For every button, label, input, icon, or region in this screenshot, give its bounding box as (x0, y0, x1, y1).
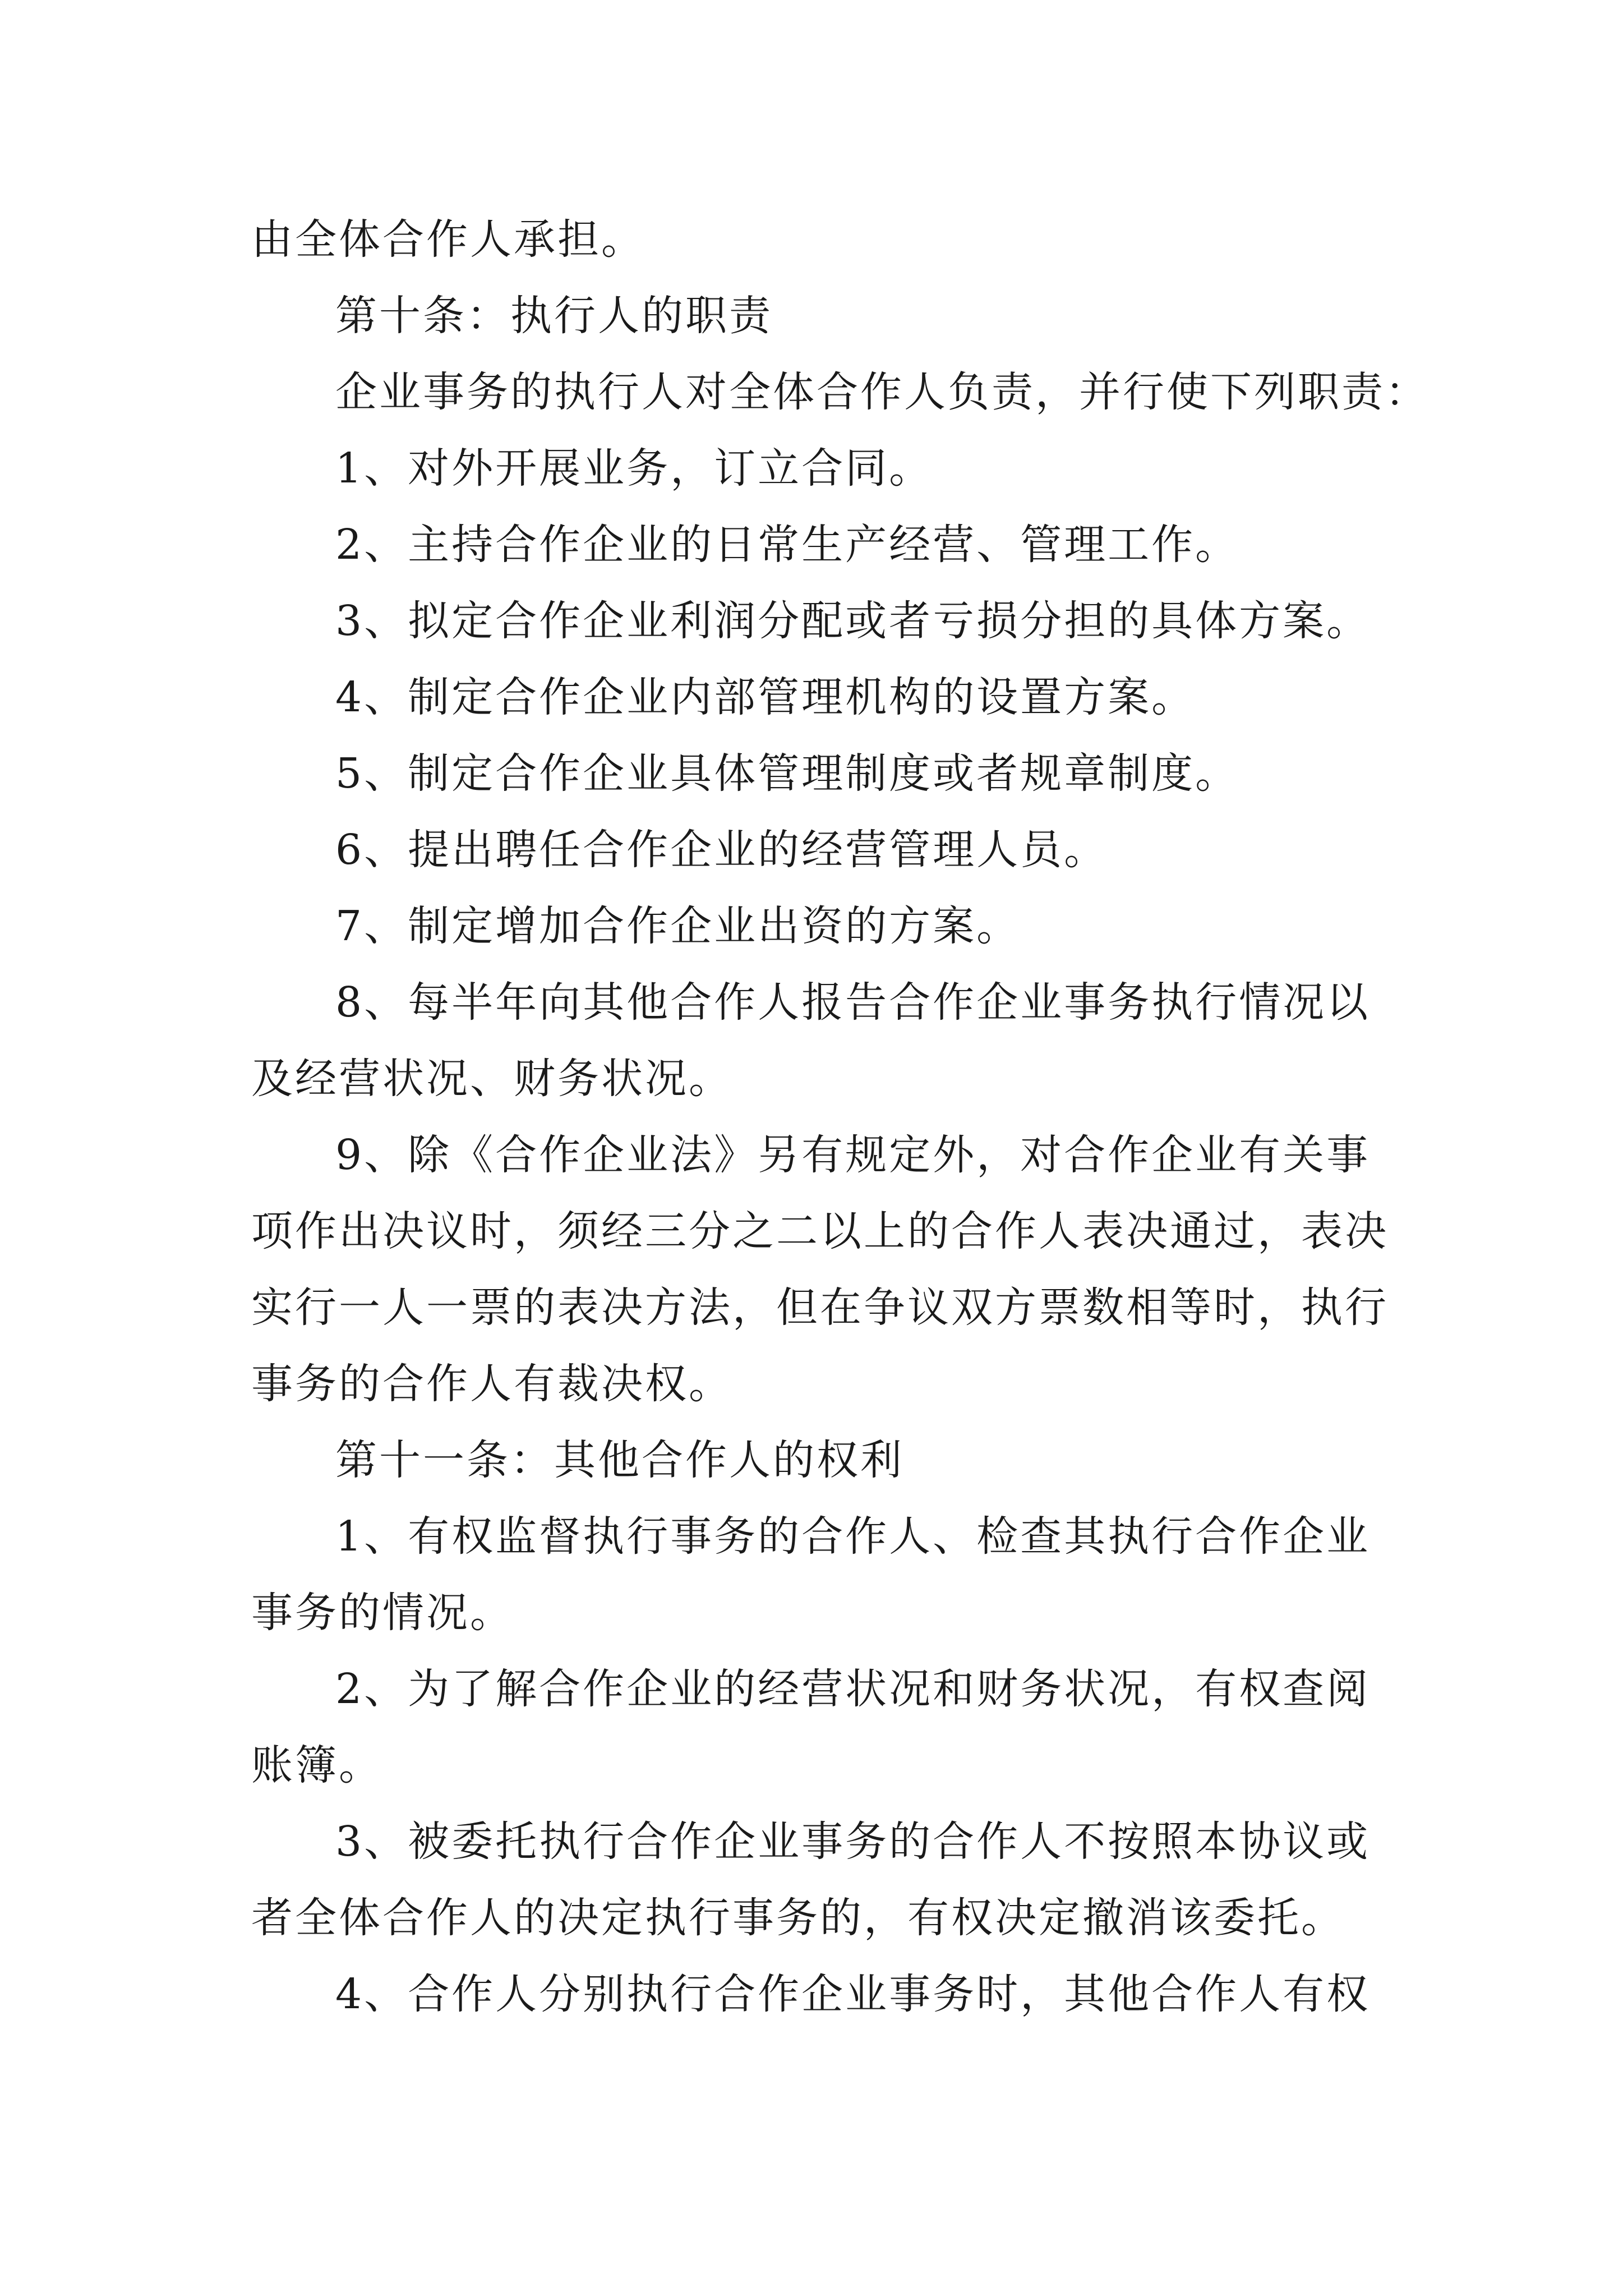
list-item: 5、制定合作企业具体管理制度或者规章制度。 (335, 749, 1239, 798)
paragraph-line: 项作出决议时，须经三分之二以上的合作人表决通过，表决 (251, 1207, 1389, 1255)
list-item: 9、除《合作企业法》另有规定外，对合作企业有关事 (335, 1131, 1371, 1179)
list-item: 1、对外开展业务，订立合同。 (335, 444, 933, 493)
list-item: 3、拟定合作企业利润分配或者亏损分担的具体方案。 (335, 597, 1371, 645)
list-item: 4、制定合作企业内部管理机构的设置方案。 (335, 673, 1196, 721)
list-item: 7、制定增加合作企业出资的方案。 (335, 902, 1021, 950)
paragraph-line: 事务的情况。 (251, 1589, 514, 1637)
list-item: 1、有权监督执行事务的合作人、检查其执行合作企业 (335, 1512, 1371, 1561)
paragraph-line: 账簿。 (251, 1741, 382, 1789)
list-item: 6、提出聘任合作企业的经营管理人员。 (335, 826, 1108, 874)
paragraph-line: 由全体合作人承担。 (251, 215, 645, 264)
list-item: 2、主持合作企业的日常生产经营、管理工作。 (335, 521, 1239, 569)
paragraph-line: 事务的合作人有裁决权。 (251, 1360, 732, 1408)
paragraph-line: 及经营状况、财务状况。 (251, 1055, 732, 1103)
section-heading: 第十条：执行人的职责 (335, 292, 773, 340)
list-item: 3、被委托执行合作企业事务的合作人不按照本协议或 (335, 1818, 1371, 1866)
list-item: 2、为了解合作企业的经营状况和财务状况，有权查阅 (335, 1665, 1371, 1713)
paragraph-line: 企业事务的执行人对全体合作人负责，并行使下列职责： (335, 368, 1429, 416)
list-item: 8、每半年向其他合作人报告合作企业事务执行情况以 (335, 978, 1371, 1027)
paragraph-line: 者全体合作人的决定执行事务的，有权决定撤消该委托。 (251, 1894, 1345, 1942)
section-heading: 第十一条：其他合作人的权利 (335, 1436, 904, 1484)
list-item: 4、合作人分别执行合作企业事务时，其他合作人有权 (335, 1970, 1371, 2018)
paragraph-line: 实行一人一票的表决方法，但在争议双方票数相等时，执行 (251, 1283, 1389, 1332)
